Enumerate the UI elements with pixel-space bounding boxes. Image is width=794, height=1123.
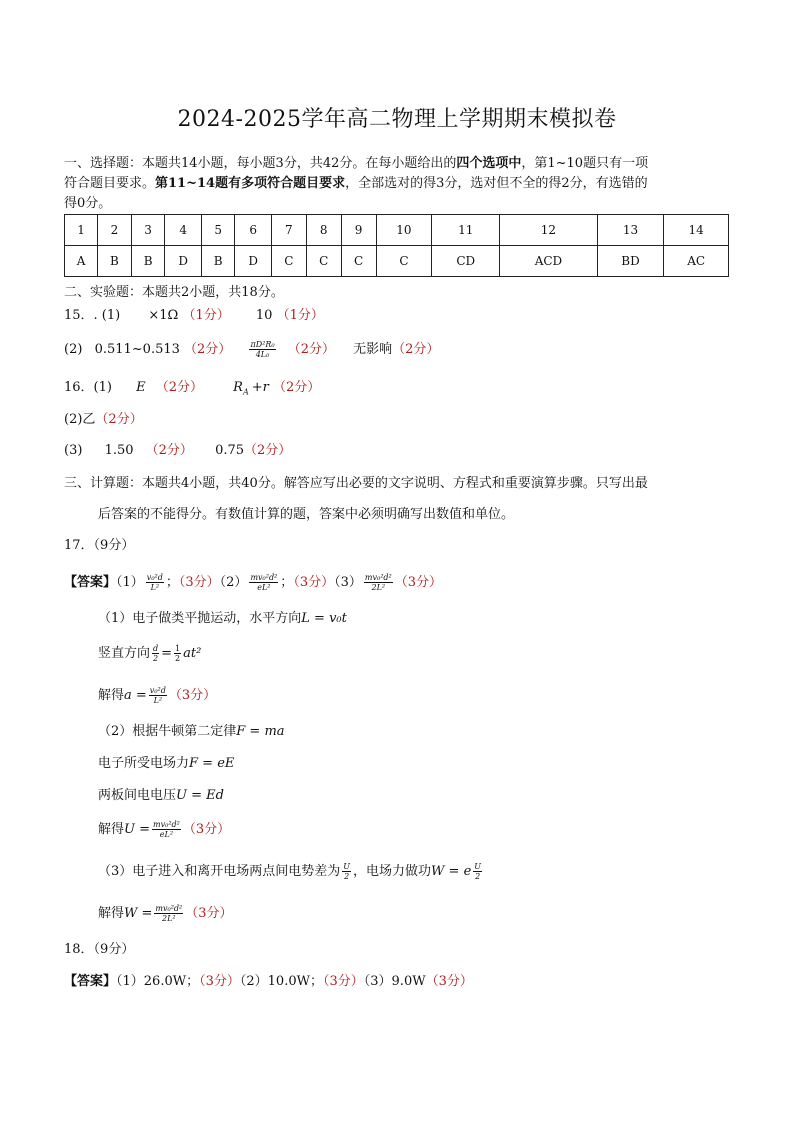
section1-line2-b: ，全部选对的得3分，选对但不全的得2分，有选错的: [345, 176, 648, 191]
frac-den: 2L²: [371, 583, 386, 592]
q18-answer-2: （2）10.0W；: [239, 974, 323, 989]
formula-fraction: [342, 862, 351, 881]
step-text: 竖直方向: [98, 646, 151, 661]
score: （3分）: [178, 575, 220, 590]
step9: [98, 904, 233, 924]
step1: [98, 609, 347, 629]
q15-answer-b: 10: [255, 308, 273, 323]
score: （2分）: [155, 380, 204, 395]
formula-fraction: [146, 573, 164, 592]
q16-part3-label: (3): [64, 443, 83, 458]
qnum-cell: 2: [98, 215, 132, 246]
formula-fraction: [364, 573, 393, 592]
qnum-cell: 9: [341, 215, 376, 246]
step-text: 两板间电电压: [98, 788, 177, 803]
frac-den: 2: [344, 872, 350, 881]
answer-cell: CD: [432, 246, 500, 277]
q16-answer-a: E: [136, 380, 146, 395]
section3-heading-line2: 后答案的不能得分。有数值计算的题，答案中必须明确写出数值和单位。: [98, 507, 515, 522]
qnum-cell: 6: [235, 215, 271, 246]
frac-den: L²: [150, 583, 160, 592]
formula-fraction: [154, 904, 183, 923]
q17-answer-line: 【答案】（1） $\frac{\text{v₀²d}}{\text{L²}}$ ；（3分）（2） $\frac{\text{mv₀²d²}}{\text{eL²}}$ ；（3分）（3） $\frac{\text{mv₀²d²}}{\text{2L²}}$ （3分）: [64, 573, 443, 592]
section2-heading: 二、实验题：本题共2小题，共18分。: [64, 285, 284, 300]
answer-cell: B: [201, 246, 235, 277]
symbol-r: R: [233, 380, 243, 395]
formula-fraction: [152, 820, 181, 839]
part-label: （1）: [116, 575, 144, 590]
qnum-cell: 1: [65, 215, 98, 246]
step8: [98, 862, 484, 882]
answer-table-header-row: [65, 215, 729, 246]
answer-table: [64, 214, 729, 277]
step-text: 解得: [98, 688, 125, 703]
q16-label: 16．(1): [64, 380, 112, 395]
equals: =: [161, 646, 173, 661]
equation: L = v₀t: [301, 611, 347, 626]
qnum-cell: 12: [500, 215, 598, 246]
plus-r: +r: [251, 380, 269, 395]
frac-num: v₀²d: [149, 686, 166, 695]
q15-line2: [64, 340, 439, 360]
page-title: 2024-2025学年高二物理上学期期末模拟卷: [177, 107, 617, 132]
step-text: （3）电子进入和离开电场两点间电势差为: [98, 864, 341, 879]
qnum-cell: 4: [165, 215, 201, 246]
score: （2分）: [145, 443, 193, 458]
subscript-a: A: [242, 387, 249, 397]
q18-answer-3: （3）9.0W: [363, 974, 426, 989]
frac-den: 2: [475, 872, 481, 881]
step-text: （1）电子做类平抛运动，水平方向: [98, 611, 302, 626]
step-text: 解得: [98, 906, 125, 921]
section1-line3: 得0分。: [64, 196, 112, 211]
score: （2分）: [184, 342, 232, 357]
score: （1分）: [276, 308, 324, 323]
qnum-cell: 5: [201, 215, 235, 246]
qnum-cell: 13: [597, 215, 664, 246]
q15-answer-e: 无影响: [353, 342, 393, 357]
equation: F = eE: [189, 756, 235, 771]
qnum-cell: 11: [432, 215, 500, 246]
formula-fraction: [473, 862, 482, 881]
q16-line3: [64, 441, 291, 461]
answer-cell: C: [306, 246, 341, 277]
q16-line2: [64, 410, 143, 430]
answer-cell: C: [376, 246, 432, 277]
frac-den: 2: [153, 654, 159, 663]
step-text: 解得: [98, 822, 125, 837]
section1-mid: ，第1~10题只有一项: [521, 156, 649, 171]
answer-tag: 【答案】: [64, 974, 117, 989]
equation: W = e: [431, 864, 472, 879]
section1-bold: 四个选项中: [456, 156, 522, 171]
formula-fraction: [174, 644, 181, 663]
equation: F = ma: [236, 724, 285, 739]
equation: a =: [124, 688, 147, 703]
frac-num: mv₀²d²: [155, 904, 183, 913]
frac-num: mv₀²d²: [153, 820, 180, 829]
frac-num: U: [343, 862, 351, 871]
answer-cell: B: [131, 246, 165, 277]
score: （2分）: [273, 380, 321, 395]
frac-num: v₀²d: [146, 573, 163, 582]
q16-answer-c: 1.50: [104, 443, 134, 458]
qnum-cell: 14: [664, 215, 729, 246]
frac-num: 1: [175, 644, 181, 653]
frac-den: L²: [153, 696, 163, 705]
step4: [98, 722, 285, 742]
formula-fraction: [249, 340, 275, 359]
q17-title: 17．（9分）: [64, 538, 135, 553]
score: （2分）: [244, 443, 292, 458]
q18-answer-line: [64, 972, 473, 992]
answer-cell: A: [65, 246, 98, 277]
equation: U = Ed: [176, 788, 224, 803]
step7: [98, 820, 230, 840]
score: （2分）: [287, 342, 335, 357]
qnum-cell: 7: [271, 215, 306, 246]
score: （2分）: [95, 412, 143, 427]
q16-answer-b: [233, 380, 269, 395]
section1-line2: [64, 174, 648, 194]
qnum-cell: 10: [376, 215, 432, 246]
answer-cell: D: [235, 246, 271, 277]
q15-line1: [64, 306, 324, 326]
answer-cell: ACD: [500, 246, 598, 277]
q16-answer-d: 0.75: [215, 443, 245, 458]
section1-line1: [64, 154, 648, 174]
q16-line1: [64, 378, 320, 403]
answer-cell: C: [271, 246, 306, 277]
formula-fraction: [249, 573, 278, 592]
step2: [98, 644, 201, 664]
section1-line2-bold: 第11~14题有多项符合题目要求: [155, 176, 346, 191]
frac-den: 2: [175, 654, 181, 663]
answer-cell: BD: [597, 246, 664, 277]
step5: [98, 754, 234, 774]
step3: [98, 686, 216, 706]
answer-cell: D: [165, 246, 201, 277]
frac-den: eL²: [257, 583, 271, 592]
part-label: （2）: [219, 575, 248, 590]
section3-heading: 三、计算题：本题共4小题，共40分。解答应写出必要的文字说明、方程式和重要演算步骤。只写出最: [64, 476, 648, 491]
answer-cell: B: [98, 246, 132, 277]
score: （3分）: [425, 974, 473, 989]
step6: [98, 786, 224, 806]
q18-answer-1: （1）26.0W；: [116, 974, 200, 989]
q15-answer-c: 0.511~0.513: [94, 342, 180, 357]
score: （3分）: [322, 974, 364, 989]
formula-fraction: [152, 644, 159, 663]
equation: at²: [183, 646, 202, 661]
score: （3分）: [185, 906, 233, 921]
frac-num: U: [474, 862, 482, 871]
section1-line2-a: 符合题目要求。: [64, 176, 156, 191]
step-text: 电子所受电场力: [98, 756, 190, 771]
formula-fraction: [149, 686, 167, 705]
step-text: ，电场力做功: [353, 864, 432, 879]
score: （3分）: [168, 688, 217, 703]
frac-num: d: [153, 644, 159, 653]
q18-title: 18．（9分）: [64, 942, 135, 957]
q15-part2-label: (2): [64, 342, 83, 357]
score: （3分）: [293, 575, 335, 590]
frac-den: 4L₀: [255, 350, 270, 359]
score: （3分）: [182, 822, 231, 837]
frac-num: πD²R₀: [250, 340, 275, 349]
frac-num: mv₀²d²: [364, 573, 392, 582]
frac-den: eL²: [159, 830, 174, 839]
qnum-cell: 3: [131, 215, 165, 246]
frac-den: 2L²: [162, 914, 176, 923]
q16-part2: (2)乙: [64, 412, 96, 427]
equation: U =: [124, 822, 150, 837]
part-label: （3）: [334, 575, 362, 590]
answer-cell: AC: [664, 246, 729, 277]
step-text: （2）根据牛顿第二定律: [98, 724, 237, 739]
score: （3分）: [394, 575, 443, 590]
answer-tag: 【答案】: [64, 575, 117, 590]
answer-cell: C: [341, 246, 376, 277]
equation: W =: [124, 906, 153, 921]
section1-heading: 一、选择题：本题共14小题，每小题3分，共42分。在每小题给出的: [64, 156, 457, 171]
frac-num: mv₀²d²: [250, 573, 278, 582]
score: （3分）: [199, 974, 240, 989]
score: （2分）: [392, 342, 440, 357]
q15-label: 15．. (1): [64, 308, 121, 323]
qnum-cell: 8: [306, 215, 341, 246]
score: （1分）: [182, 308, 230, 323]
answer-table-answer-row: [65, 246, 729, 277]
q15-answer-a: ×1Ω: [148, 308, 179, 323]
